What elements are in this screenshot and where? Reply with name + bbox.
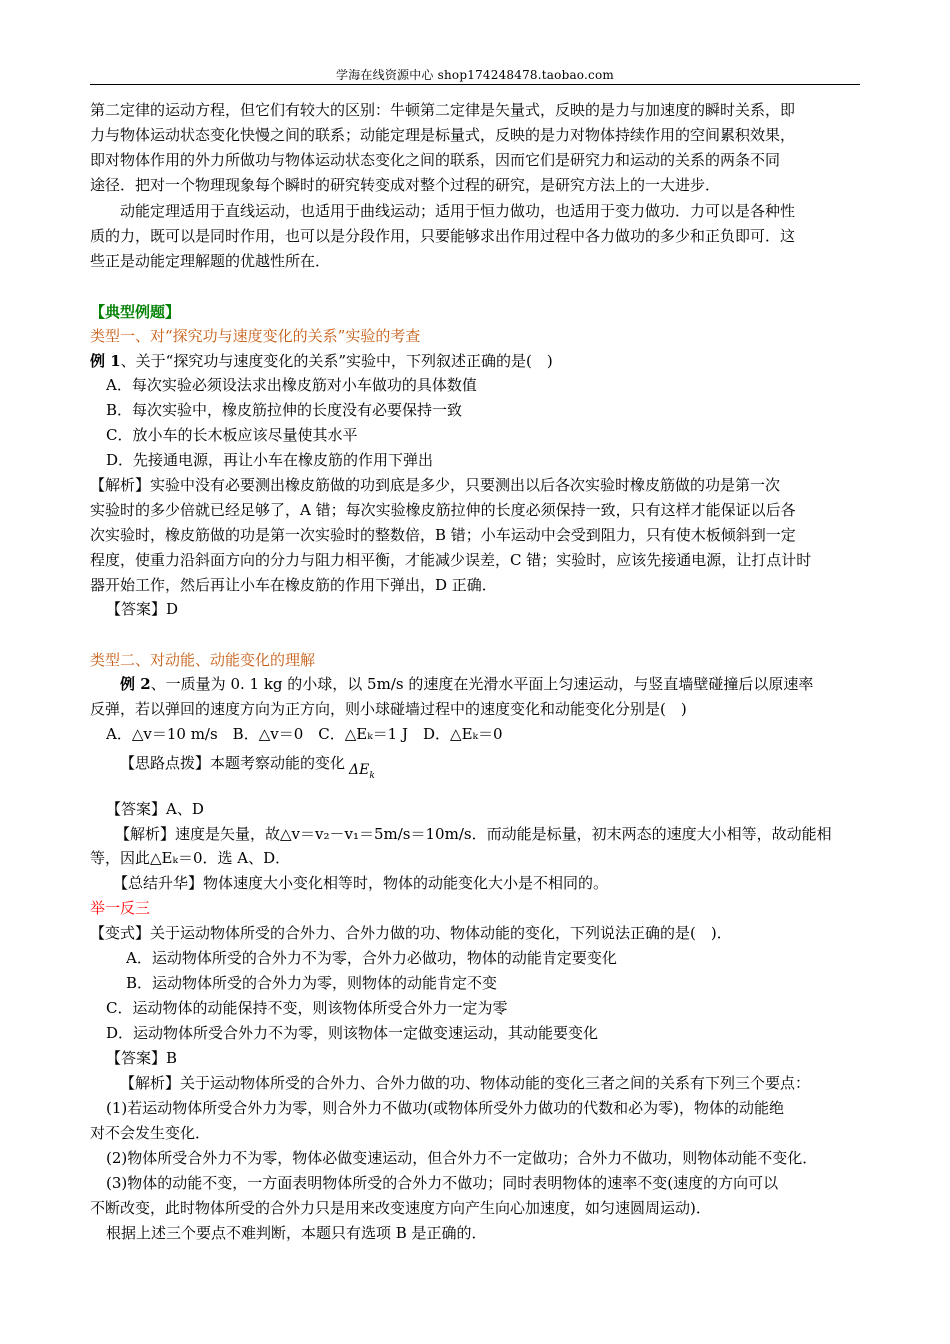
section-title: 【典型例题】 <box>90 303 181 321</box>
example1-option-d: D．先接通电源，再让小车在橡皮筋的作用下弹出 <box>106 451 434 469</box>
variant-option-a: A．运动物体所受的合外力不为零，合外力必做功，物体的动能肯定要变化 <box>126 949 617 967</box>
example2-analysis: 【解析】速度是矢量，故△v＝v₂－v₁＝5m/s＝10m/s．而动能是标量，初末两态的速度大小相等，故动能相 <box>115 825 832 843</box>
delta-ek-formula: $\Delta E_k$ <box>349 762 375 781</box>
example1-label: 例 1 <box>90 352 121 370</box>
example2-hint <box>120 748 890 784</box>
example2-text: 、一质量为 0. 1 kg 的小球，以 5m/s 的速度在光滑水平面上匀速运动，与竖直墙壁碰撞后以原速率 <box>150 675 814 693</box>
example2-question-cont: 反弹，若以弹回的速度方向为正方向，则小球碰墙过程中的速度变化和动能变化分别是( ) <box>90 700 687 718</box>
hint-text: 【思路点拨】本题考察动能的变化 <box>120 754 346 772</box>
intro-line: 些正是动能定理解题的优越性所在． <box>90 252 331 270</box>
example1-answer: 【答案】D <box>106 600 179 618</box>
type1-title: 类型一、对“探究功与速度变化的关系”实验的考查 <box>90 327 421 345</box>
variant-analysis: 不断改变，此时物体所受的合外力只是用来改变速度方向产生向心加速度，如匀速圆周运动)． <box>90 1199 711 1217</box>
variant-question: 【变式】关于运动物体所受的合外力、合外力做的功、物体动能的变化，下列说法正确的是( )． <box>90 924 732 942</box>
page-header: 学海在线资源中心 shop174248478.taobao.com <box>336 68 614 82</box>
example1-analysis: 次实验时，橡皮筋做的功是第一次实验时的整数倍，B 错；小车运动中会受到阻力，只有使木板倾斜到一定 <box>90 526 796 544</box>
example2-analysis: 等，因此△Eₖ＝0．选 A、D． <box>90 849 291 867</box>
intro-line: 质的力，既可以是同时作用，也可以是分段作用，只要能够求出作用过程中各力做功的多少和正负即可．这 <box>90 227 796 245</box>
intro-line: 动能定理适用于直线运动，也适用于曲线运动；适用于恒力做功，也适用于变力做功．力可以是各种性 <box>120 202 796 220</box>
variant-option-b: B．运动物体所受的合外力为零，则物体的动能肯定不变 <box>126 974 498 992</box>
example1-text: 、关于“探究功与速度变化的关系”实验中，下列叙述正确的是( ) <box>120 352 553 370</box>
example1-option-b: B．每次实验中，橡皮筋拉伸的长度没有必要保持一致 <box>106 401 463 419</box>
intro-line: 途径．把对一个物理现象每个瞬时的研究转变成对整个过程的研究，是研究方法上的一大进步． <box>90 176 721 194</box>
example1-option-c: C．放小车的长木板应该尽量使其水平 <box>106 426 358 444</box>
example2-label: 例 2 <box>120 675 151 693</box>
type2-title: 类型二、对动能、动能变化的理解 <box>90 651 316 669</box>
intro-line: 即对物体作用的外力所做功与物体运动状态变化之间的联系，因而它们是研究力和运动的关系的两条不同 <box>90 151 781 169</box>
example2-answer: 【答案】A、D <box>106 800 204 818</box>
example2-summary: 【总结升华】物体速度大小变化相等时，物体的动能变化大小是不相同的。 <box>113 874 609 892</box>
variant-analysis: 对不会发生变化． <box>90 1124 211 1142</box>
example1-question <box>90 349 860 373</box>
variant-analysis: (1)若运动物体所受合外力为零，则合外力不做功(或物体所受外力做功的代数和必为零)，物体的动能绝 <box>106 1099 784 1117</box>
variant-heading: 举一反三 <box>90 899 151 917</box>
variant-analysis: (2)物体所受合外力不为零，物体必做变速运动，但合外力不一定做功；合外力不做功，则物体动能不变化． <box>106 1149 818 1167</box>
example1-analysis: 实验时的多少倍就已经足够了，A 错；每次实验橡皮筋拉伸的长度必须保持一致，只有这样才能保证以后各 <box>90 501 796 519</box>
variant-answer: 【答案】B <box>106 1049 178 1067</box>
header-divider <box>90 84 860 85</box>
example2-question <box>120 672 860 696</box>
example1-analysis: 器开始工作，然后再让小车在橡皮筋的作用下弹出，D 正确． <box>90 576 497 594</box>
variant-conclusion: 根据上述三个要点不难判断，本题只有选项 B 是正确的． <box>106 1224 487 1242</box>
variant-option-c: C．运动物体的动能保持不变，则该物体所受合外力一定为零 <box>106 999 508 1017</box>
example1-option-a: A．每次实验必须设法求出橡皮筋对小车做功的具体数值 <box>106 376 477 394</box>
example2-options: A．△v＝10 m/s B．△v＝0 C．△Eₖ＝1 J D．△Eₖ＝0 <box>106 725 503 743</box>
variant-analysis: 【解析】关于运动物体所受的合外力、合外力做的功、物体动能的变化三者之间的关系有下列三个要点： <box>120 1074 811 1092</box>
variant-option-d: D．运动物体所受合外力不为零，则该物体一定做变速运动，其动能要变化 <box>106 1024 599 1042</box>
intro-line: 第二定律的运动方程，但它们有较大的区别：牛顿第二定律是矢量式，反映的是力与加速度的瞬时关系，即 <box>90 101 796 119</box>
example1-analysis: 【解析】实验中没有必要测出橡皮筋做的功到底是多少，只要测出以后各次实验时橡皮筋做的功是第一次 <box>90 476 781 494</box>
example1-analysis: 程度，使重力沿斜面方向的分力与阻力相平衡，才能减少误差，C 错；实验时，应该先接通电源，让打点计时 <box>90 551 812 569</box>
intro-line: 力与物体运动状态变化快慢之间的联系；动能定理是标量式，反映的是力对物体持续作用的空间累积效果， <box>90 126 796 144</box>
variant-analysis: (3)物体的动能不变，一方面表明物体所受的合外力不做功；同时表明物体的速率不变(速度的方向可以 <box>106 1174 779 1192</box>
